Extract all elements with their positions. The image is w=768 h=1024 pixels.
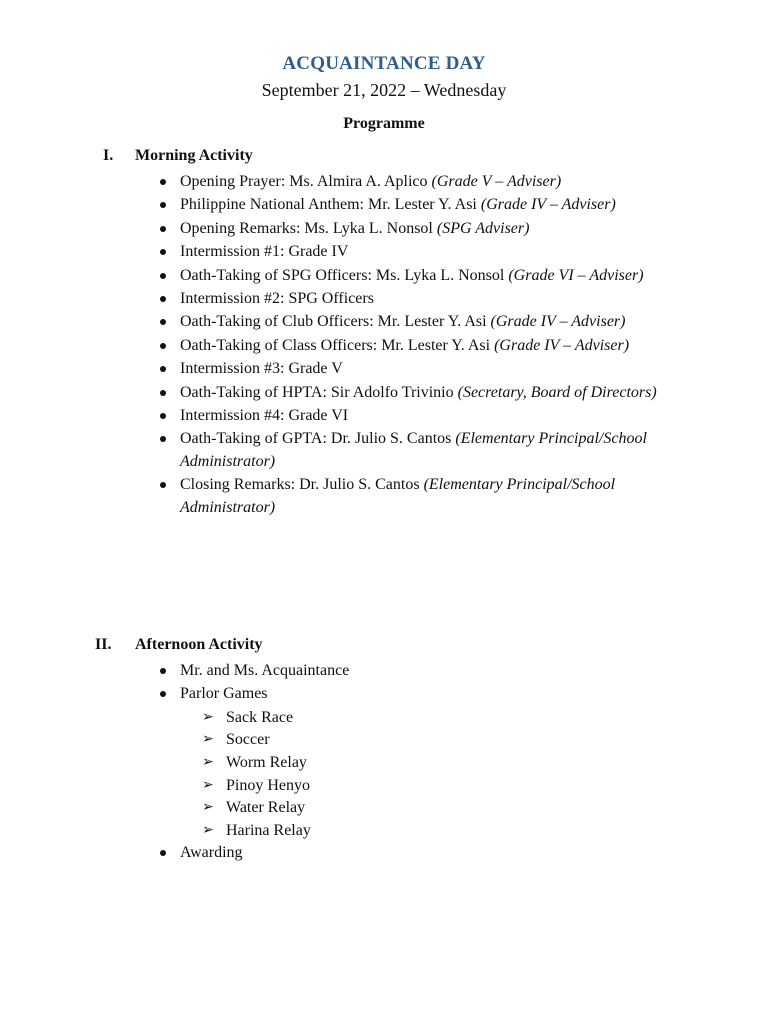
item-text: Philippine National Anthem: Mr. Lester Y. Asi [180, 196, 477, 214]
bullet-icon [160, 179, 166, 185]
item-text: Intermission #2: SPG Officers [180, 289, 374, 307]
item-role: (Grade VI – Adviser) [508, 266, 644, 284]
bullet-icon [160, 226, 166, 232]
programme-item [0, 405, 680, 428]
item-role: (SPG Adviser) [436, 219, 530, 237]
bullet-icon [160, 249, 166, 255]
item-role: (Grade V – Adviser) [431, 173, 562, 190]
item-text: Oath-Taking of HPTA: Sir Adolfo Trivinio [180, 383, 454, 401]
item-text: Intermission #3: Grade V [180, 360, 343, 378]
bullet-icon [160, 319, 166, 325]
sub-item [0, 797, 768, 820]
bullet-icon [160, 691, 166, 697]
arrow-bullet-icon: ➢ [202, 800, 214, 816]
programme-item [0, 358, 680, 381]
item-text: Oath-Taking of Club Officers: Mr. Lester Y. Asi [180, 313, 487, 331]
programme-item [0, 428, 680, 474]
programme-item [0, 683, 680, 706]
item-role: (Secretary, Board of Directors) [457, 383, 657, 401]
sub-item [0, 729, 768, 752]
morning-activity-list [0, 171, 768, 520]
item-text: Intermission #1: Grade IV [180, 243, 349, 261]
item-text: Opening Remarks: Ms. Lyka L. Nonsol [180, 219, 433, 237]
sub-item-text: Harina Relay [226, 821, 311, 839]
event-date: September 21, 2022 – Wednesday [261, 80, 507, 100]
arrow-bullet-icon: ➢ [202, 777, 214, 793]
item-role: (Elementary Principal/School Administrator) [180, 476, 616, 517]
item-text: Awarding [180, 844, 243, 862]
programme-item [0, 842, 680, 865]
item-role: (Grade IV – Adviser) [490, 313, 626, 331]
section-heading [0, 147, 768, 171]
section-number: I. [103, 147, 114, 164]
bullet-icon [160, 668, 166, 674]
programme-heading: Programme [343, 115, 425, 132]
bullet-icon [160, 850, 166, 856]
programme-item [0, 382, 680, 405]
bullet-icon [160, 343, 166, 349]
document-title: ACQUAINTANCE DAY [282, 53, 486, 74]
sub-item-text: Pinoy Henyo [226, 776, 310, 794]
programme-item [0, 194, 680, 217]
item-role: (Grade IV – Adviser) [494, 336, 630, 354]
arrow-bullet-icon: ➢ [202, 709, 214, 725]
item-text: Parlor Games [180, 685, 268, 703]
item-text: Intermission #4: Grade VI [180, 406, 349, 424]
programme-item [0, 335, 680, 358]
sub-item-text: Sack Race [226, 708, 294, 726]
sub-item [0, 775, 768, 798]
item-text: Opening Prayer: Ms. Almira A. Aplico [180, 173, 428, 190]
programme-item [0, 660, 680, 683]
arrow-bullet-icon: ➢ [202, 822, 214, 838]
programme-item [0, 241, 680, 264]
item-text: Closing Remarks: Dr. Julio S. Cantos [180, 476, 420, 494]
bullet-icon [160, 202, 166, 208]
section-afternoon [0, 636, 768, 866]
item-text: Mr. and Ms. Acquaintance [180, 662, 350, 679]
section-title: Morning Activity [135, 147, 253, 164]
sub-item [0, 752, 768, 775]
programme-item [0, 311, 680, 334]
bullet-icon [160, 482, 166, 488]
programme-item [0, 218, 680, 241]
item-text: Oath-Taking of SPG Officers: Ms. Lyka L. Nonsol [180, 266, 505, 284]
parlor-games-list [0, 707, 768, 843]
sub-item [0, 707, 768, 730]
item-role: (Elementary Principal/School Administrator) [180, 430, 647, 471]
arrow-bullet-icon: ➢ [202, 754, 214, 770]
item-text: Oath-Taking of Class Officers: Mr. Lester Y. Asi [180, 336, 491, 354]
section-number: II. [95, 636, 112, 653]
afternoon-activity-list [0, 660, 768, 865]
sub-item-text: Worm Relay [226, 753, 307, 771]
section-morning [0, 147, 768, 521]
bullet-icon [160, 366, 166, 372]
sub-item-text: Water Relay [226, 799, 306, 817]
item-role: (Grade IV – Adviser) [480, 196, 616, 214]
section-title: Afternoon Activity [135, 636, 263, 653]
item-text: Oath-Taking of GPTA: Dr. Julio S. Cantos [180, 430, 452, 448]
bullet-icon [160, 436, 166, 442]
programme-item [0, 265, 680, 288]
programme-item [0, 474, 680, 520]
bullet-icon [160, 413, 166, 419]
programme-item [0, 171, 680, 194]
bullet-icon [160, 296, 166, 302]
arrow-bullet-icon: ➢ [202, 732, 214, 748]
sub-item-text: Soccer [226, 731, 270, 749]
bullet-icon [160, 390, 166, 396]
section-heading [0, 636, 768, 660]
sub-item [0, 820, 768, 843]
programme-item [0, 288, 680, 311]
bullet-icon [160, 273, 166, 279]
